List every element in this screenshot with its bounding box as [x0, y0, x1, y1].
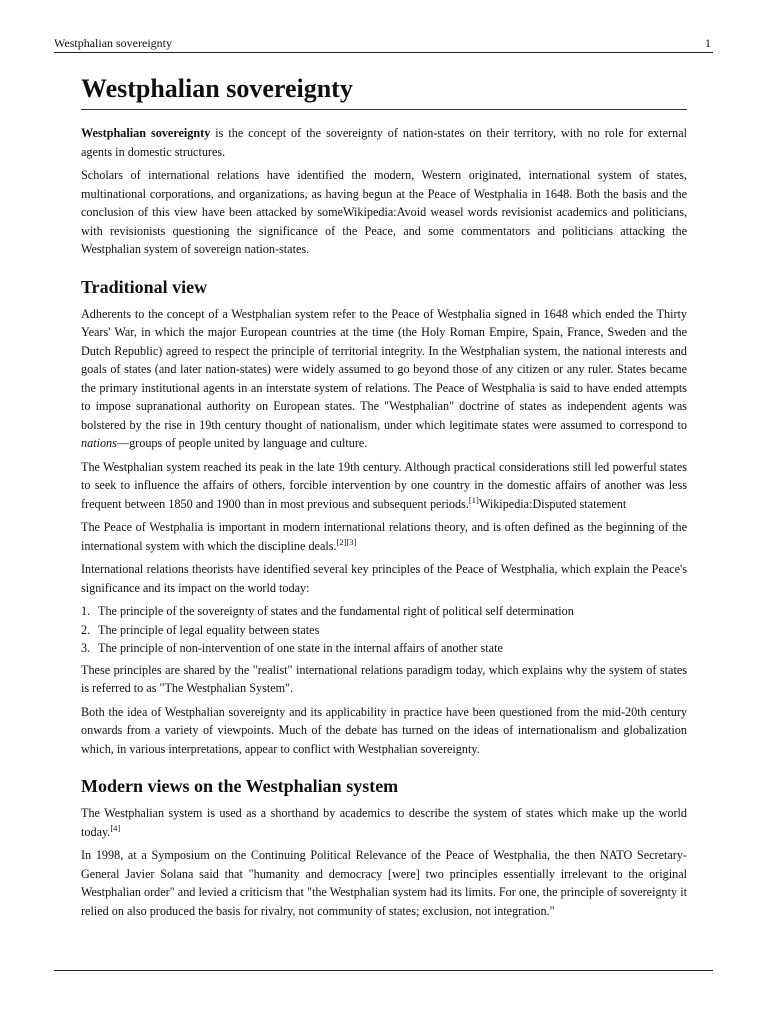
article-body — [81, 72, 687, 925]
traditional-p1-text-a: Adherents to the concept of a Westphalian system refer to the Peace of Westphalia signed in 1648 which ended the Thirty Years' War, in which the major European countries at the time (the Holy Roman Empire, Spain, France, Sweden and the Dutch Republic) agreed to respect the principle of territorial integrity. In the Westphalian system, the national interests and goals of states (and later nation-states) were widely assumed to go beyond those of any citizen or any ruler. States became the primary institutional agents in an interstate system of relations. The Peace of Westphalia is said to have ended attempts to impose supranational authority on European states. The "Westphalian" doctrine of states as independent agents was bolstered by the rise in 19th century thought of nationalism, under which legitimate states were assumed to correspond to — [81, 306, 687, 432]
list-item-number: 3. — [81, 641, 91, 655]
traditional-paragraph-5: These principles are shared by the "realist" international relations paradigm today, which explains why the system of states is referred to as "The Westphalian System". — [81, 662, 687, 695]
traditional-paragraph-1 — [81, 305, 687, 453]
intro-p1-text: is the concept of the sovereignty of nation-states on their territory, with no role for external agents in domestic structures. — [81, 126, 687, 159]
footer-rule — [54, 970, 713, 971]
list-item — [81, 639, 687, 658]
list-item — [81, 602, 687, 621]
modern-p1-text: The Westphalian system is used as a shorthand by academics to describe the system of states which make up the world today. — [81, 806, 687, 839]
list-item-text: The principle of legal equality between states — [98, 622, 320, 637]
intro-paragraph-2: Scholars of international relations have identified the modern, Western originated, international system of states, multinational corporations, and organizations, as having begun at the Peace of Westphalia in 1648. Both the basis and the conclusion of this view have been attacked by someWikipedia:Avoid weasel words revisionist academics and politicians, with revisionists questioning the significance of the Peace, and some commentators and politicians attacking the Westphalian system of sovereign nation-states. — [81, 168, 687, 256]
traditional-p2-text-a: The Westphalian system reached its peak in the late 19th century. Although practical considerations still led powerful states to seek to influence the affairs of others, forcible intervention by one country in the domestic affairs of another was less frequent between 1850 and 1900 than in most previous and subsequent periods. — [81, 459, 687, 511]
section-heading-modern: Modern views on the Westphalian system — [81, 776, 399, 796]
list-item-text: The principle of non-intervention of one state in the internal affairs of another state — [98, 641, 503, 655]
list-item-number: 1. — [81, 604, 91, 618]
traditional-paragraph-3 — [81, 518, 687, 555]
traditional-paragraph-6: Both the idea of Westphalian sovereignty and its applicability in practice have been questioned from the mid-20th century onwards from a variety of viewpoints. Much of the debate has turned on the ideas of internationalism and globalization which, in various interpretations, appear to conflict with Westphalian sovereignty. — [81, 704, 687, 756]
citation-link-2-3[interactable]: [2][3] — [336, 536, 357, 547]
citation-link-1[interactable]: [1] — [468, 494, 479, 505]
intro-bold-term: Westphalian sovereignty — [81, 126, 211, 140]
traditional-p1-italic: nations — [81, 436, 117, 450]
running-header-title: Westphalian sovereignty — [54, 36, 173, 50]
page-number: 1 — [705, 36, 711, 50]
running-header — [54, 36, 713, 53]
intro-paragraph-1 — [81, 124, 687, 161]
modern-paragraph-2: In 1998, at a Symposium on the Continuing Political Relevance of the Peace of Westphalia, the then NATO Secretary-General Javier Solana said that "humanity and democracy [were] two principles essentially irrelevant to the original Westphalian order" and levied a criticism that "the Westphalian system had its limits. For one, the principle of sovereignty it relied on also produced the basis for rivalry, not community of states; exclusion, not integration." — [81, 848, 687, 918]
principles-list — [81, 602, 687, 658]
traditional-paragraph-4: International relations theorists have identified several key principles of the Peace of Westphalia, which explain the Peace's significance and its impact on the world today: — [81, 562, 687, 595]
traditional-p2-text-b: Wikipedia:Disputed statement — [478, 496, 627, 511]
citation-link-4[interactable]: [4] — [110, 822, 121, 833]
list-item-text: The principle of the sovereignty of states and the fundamental right of political self determination — [98, 604, 574, 618]
list-item — [81, 621, 687, 640]
modern-paragraph-1 — [81, 804, 687, 841]
traditional-p3-text: The Peace of Westphalia is important in modern international relations theory, and is often defined as the beginning of the international system with which the discipline deals. — [81, 520, 687, 553]
article-title: Westphalian sovereignty — [81, 72, 687, 110]
traditional-paragraph-2 — [81, 458, 687, 514]
section-heading-traditional: Traditional view — [81, 276, 208, 297]
traditional-p1-text-b: —groups of people united by language and culture. — [116, 436, 368, 450]
list-item-number: 2. — [81, 622, 91, 637]
